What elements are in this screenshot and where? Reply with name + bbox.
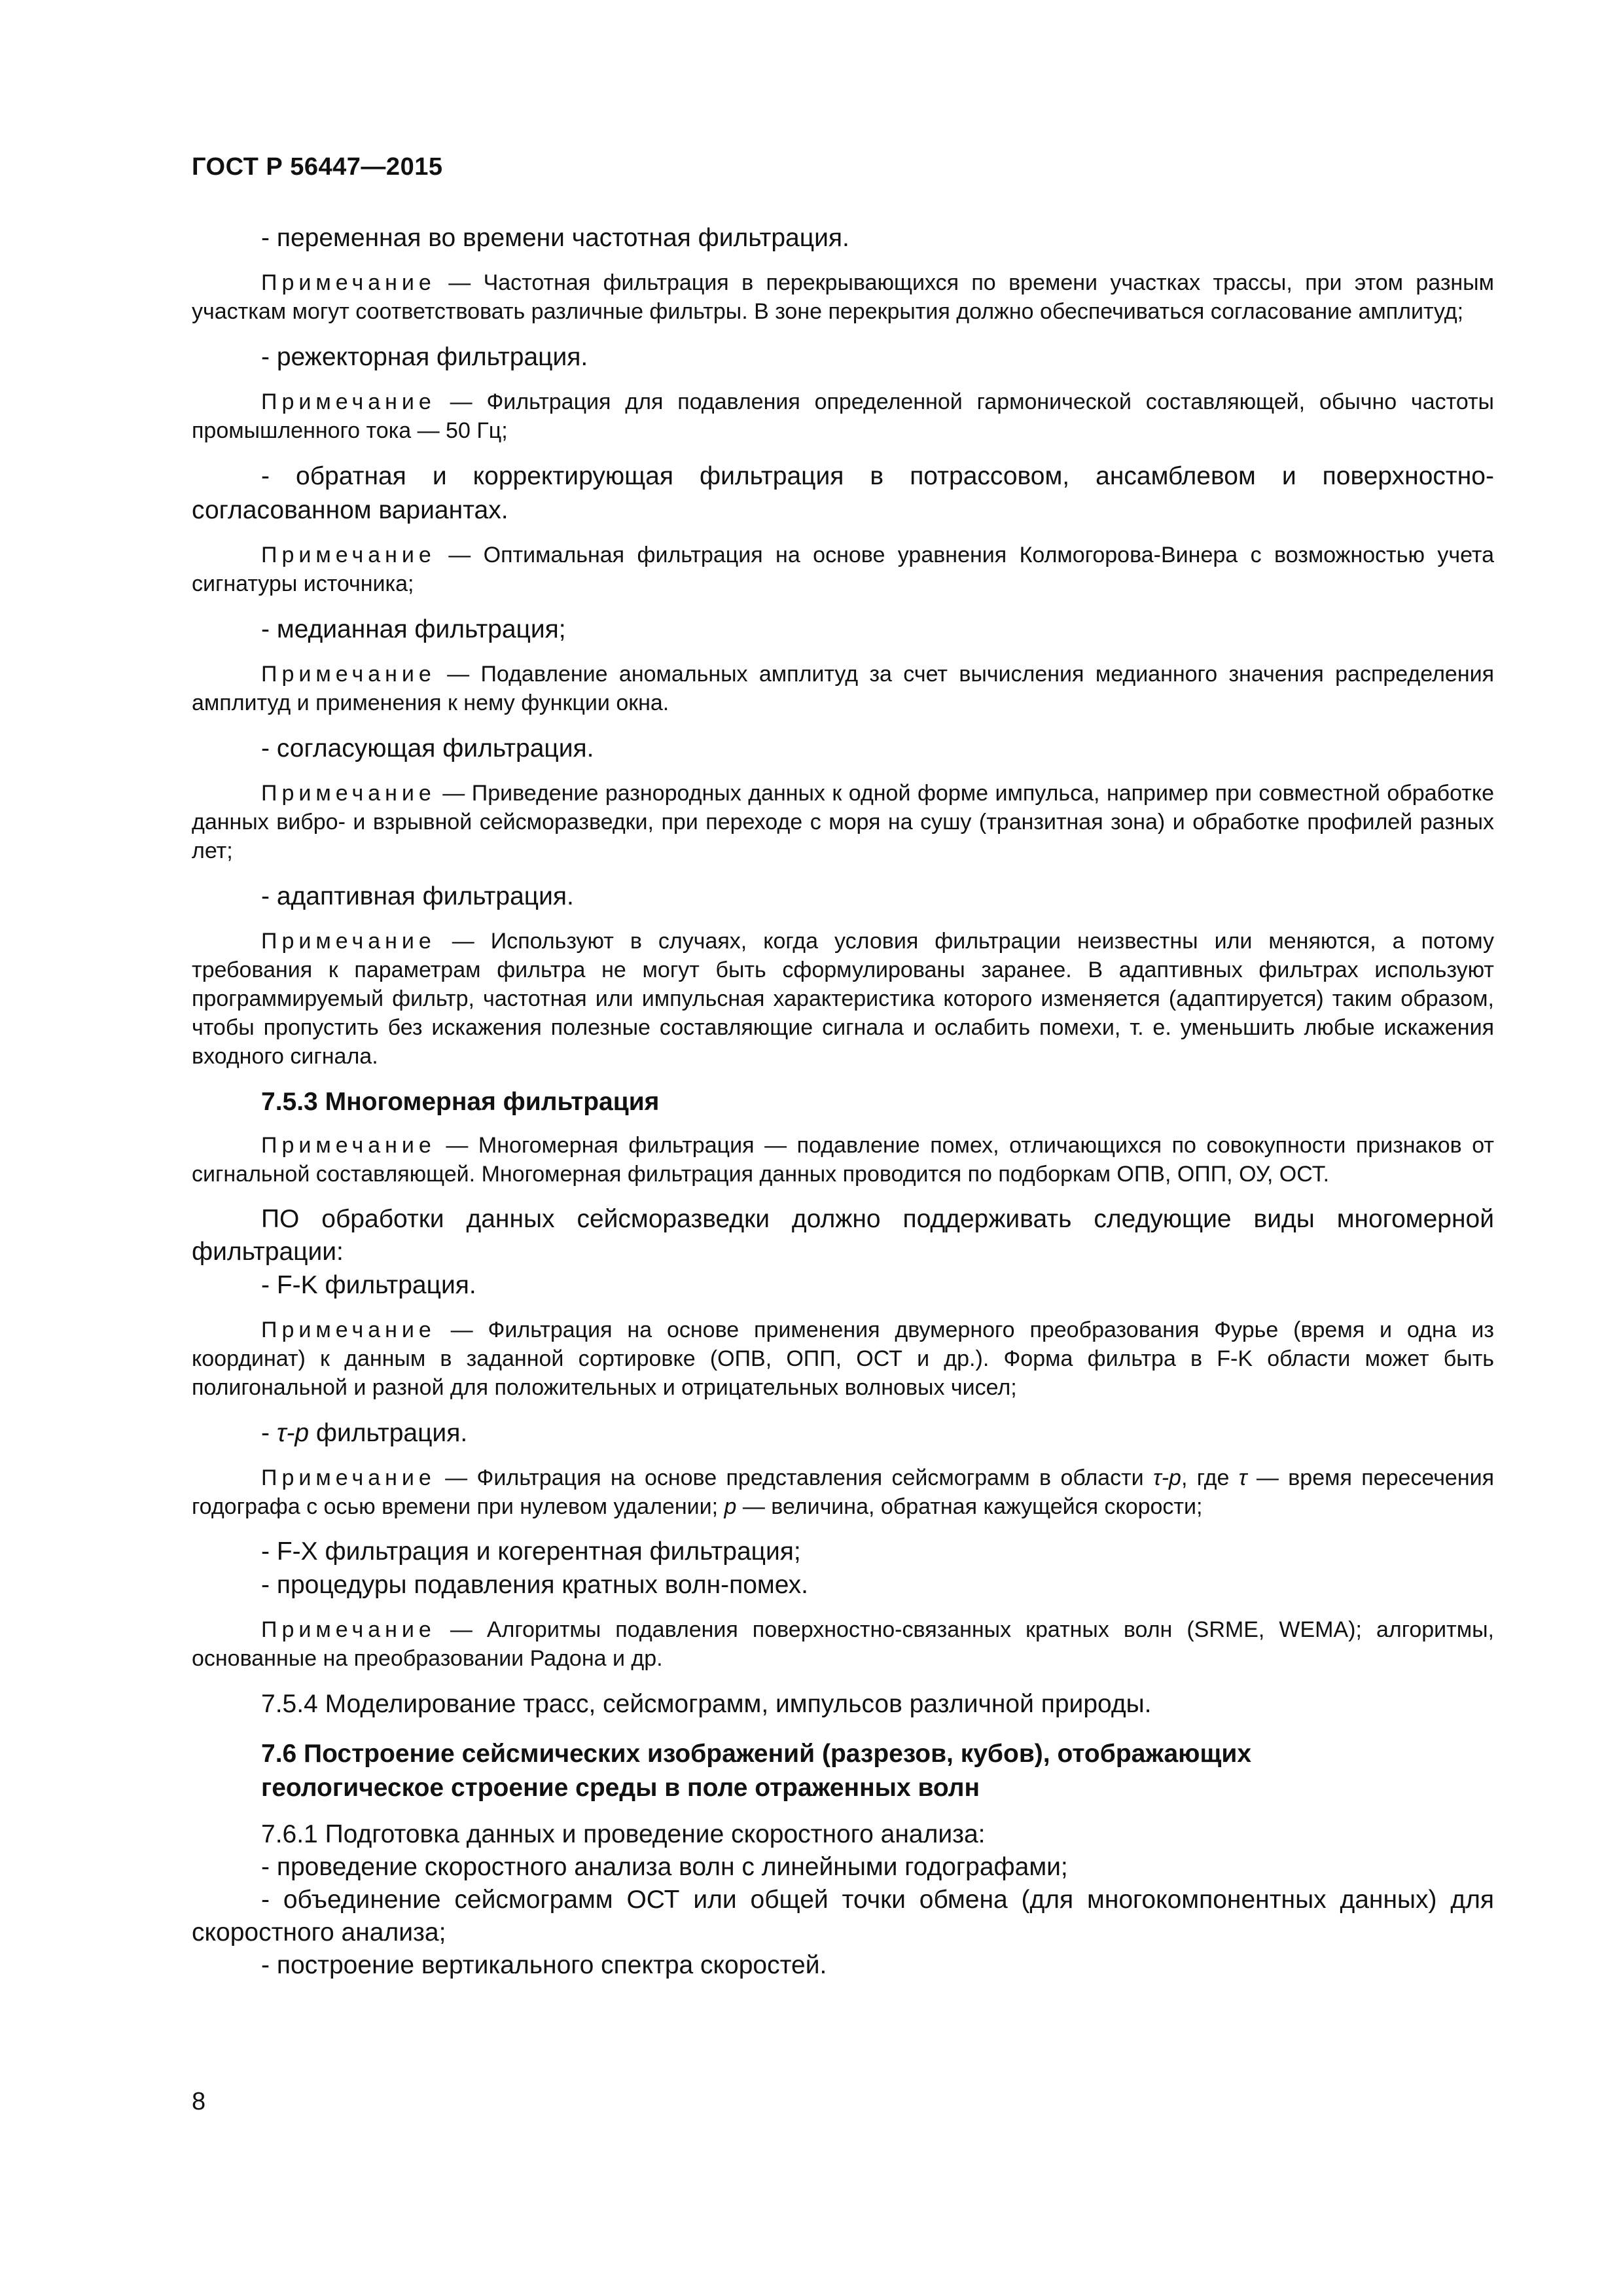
note-text: , где — [1181, 1465, 1239, 1490]
list-item: - переменная во времени частотная фильтрация. — [261, 224, 849, 252]
note-text: — Приведение разнородных данных к одной форме импульса, например при совместной обработке данных вибро- и взрывной сейсморазведки, при переходе с моря на сушу (транзитная зона) и обработке профилей разных лет; — [192, 781, 1494, 863]
page-content — [192, 221, 1494, 1982]
paragraph-7-6-1: 7.6.1 Подготовка данных и проведение скоростного анализа: — [261, 1820, 986, 1848]
note-label: Примечание — [261, 543, 436, 567]
note — [192, 779, 1494, 865]
paragraph-7-5-4: 7.5.4 Моделирование трасс, сейсмограмм, импульсов различной природы. — [261, 1690, 1152, 1718]
note-label: Примечание — [261, 1133, 436, 1158]
page-number: 8 — [192, 2088, 206, 2115]
note-text: — Фильтрация для подавления определенной гармонической составляющей, обычно частоты промышленного тока — 50 Гц; — [192, 389, 1494, 443]
note — [192, 268, 1494, 326]
list-item: - согласующая фильтрация. — [261, 734, 594, 762]
note — [192, 927, 1494, 1071]
list-item: - обратная и корректирующая фильтрация в потрассовом, ансамблевом и поверхностно-согласованном вариантах. — [192, 462, 1494, 524]
list-item: - режекторная фильтрация. — [261, 343, 588, 371]
math-symbol: τ — [1238, 1465, 1247, 1490]
math-symbol: τ-p — [276, 1419, 310, 1447]
note-label: Примечание — [261, 781, 436, 806]
heading-line: 7.6 Построение сейсмических изображений (разрезов, кубов), отображающих — [261, 1740, 1252, 1768]
note-text: — Частотная фильтрация в перекрывающихся по времени участках трассы, при этом разным участкам могут соответствовать различные фильтры. В зоне перекрытия должно обеспечиваться согласование амплитуд; — [192, 270, 1494, 324]
note-label: Примечание — [261, 1318, 436, 1342]
note — [192, 1615, 1494, 1673]
note-text: — Используют в случаях, когда условия фильтрации неизвестны или меняются, а потому требования к параметрам фильтра не могут быть сформулированы заранее. В адаптивных фильтрах используют программируемый фильтр, частотная или импульсная характеристика которого изменяется (адаптируется) таким образом, чтобы пропустить без искажения полезные составляющие сигнала и ослабить помехи, т. е. уменьшить любые искажения входного сигнала. — [192, 929, 1494, 1069]
note-label: Примечание — [261, 662, 436, 687]
note-text: — Алгоритмы подавления поверхностно-связанных кратных волн (SRME, WEMA); алгоритмы, основанные на преобразовании Радона и др. — [192, 1617, 1494, 1671]
note-label: Примечание — [261, 1617, 436, 1642]
note — [192, 660, 1494, 717]
list-item: - процедуры подавления кратных волн-помех. — [261, 1571, 808, 1599]
section-heading-7-5-3: 7.5.3 Многомерная фильтрация — [261, 1088, 660, 1116]
note-label: Примечание — [261, 1465, 436, 1490]
item-text: фильтрация. — [309, 1419, 468, 1447]
note-text: — величина, обратная кажущейся скорости; — [736, 1494, 1203, 1519]
note-text: — Фильтрация на основе представления сейсмограмм в области — [435, 1465, 1154, 1490]
list-item: - медианная фильтрация; — [261, 615, 566, 643]
list-item: - адаптивная фильтрация. — [261, 882, 574, 910]
list-item: - объединение сейсмограмм ОСТ или общей точки обмена (для многокомпонентных данных) для скоростного анализа; — [192, 1886, 1494, 1946]
section-heading-7-6 — [192, 1737, 1494, 1805]
item-prefix: - — [261, 1419, 277, 1447]
note — [192, 387, 1494, 445]
list-item: - построение вертикального спектра скоростей. — [261, 1951, 827, 1979]
note-text: — Оптимальная фильтрация на основе уравнения Колмогорова-Винера с возможностью учета сигнатуры источника; — [192, 543, 1494, 596]
list-item: - F-X фильтрация и когерентная фильтрация; — [261, 1537, 801, 1566]
note-text: — Фильтрация на основе применения двумерного преобразования Фурье (время и одна из координат) к данным в заданной сортировке (ОПВ, ОПП, ОСТ и др.). Форма фильтра в F-K области может быть полигональной и разной для положительных и отрицательных волновых чисел; — [192, 1318, 1494, 1400]
note — [192, 541, 1494, 598]
document-header: ГОСТ Р 56447—2015 — [192, 153, 443, 181]
paragraph: ПО обработки данных сейсморазведки должно поддерживать следующие виды многомерной фильтрации: — [192, 1205, 1494, 1266]
note — [192, 1316, 1494, 1402]
note-label: Примечание — [261, 270, 436, 295]
heading-line: геологическое строение среды в поле отраженных волн — [261, 1774, 980, 1802]
list-item: - проведение скоростного анализа волн с линейными годографами; — [261, 1853, 1068, 1881]
math-symbol: p — [724, 1494, 737, 1519]
note — [192, 1463, 1494, 1521]
math-symbol: τ-p — [1153, 1465, 1181, 1490]
note-label: Примечание — [261, 389, 436, 414]
note-text: — время пересечения годографа с осью времени при нулевом удалении; — [192, 1465, 1494, 1519]
note-label: Примечание — [261, 929, 436, 954]
list-item: - F-K фильтрация. — [261, 1271, 476, 1299]
list-item — [192, 1416, 1494, 1450]
note-text: — Подавление аномальных амплитуд за счет вычисления медианного значения распределения амплитуд и применения к нему функции окна. — [192, 662, 1494, 715]
note — [192, 1131, 1494, 1189]
note-text: — Многомерная фильтрация — подавление помех, отличающихся по совокупности признаков от сигнальной составляющей. Многомерная фильтрация данных проводится по подборкам ОПВ, ОПП, ОУ, ОСТ. — [192, 1133, 1494, 1187]
